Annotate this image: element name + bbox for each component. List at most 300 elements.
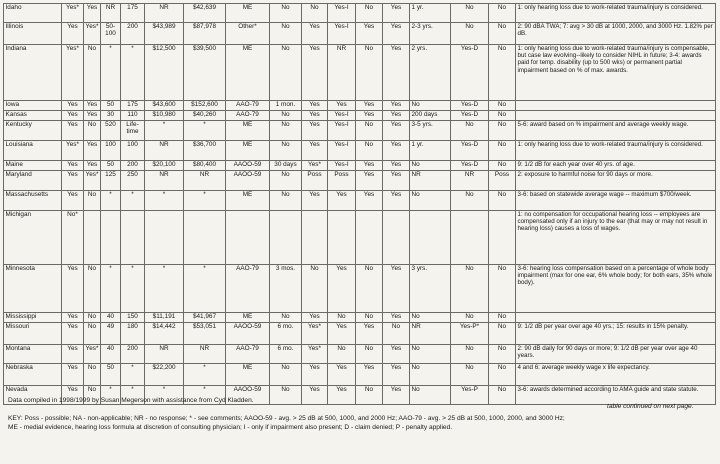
table-cell: Yes xyxy=(84,101,101,111)
table-cell xyxy=(383,211,410,265)
table-cell: Yes xyxy=(62,364,84,386)
table-cell: No xyxy=(489,364,516,386)
table-cell: 175 xyxy=(121,4,145,23)
table-cell: Yes xyxy=(62,161,84,171)
state-hearing-loss-compensation-table xyxy=(3,3,716,405)
table-cell: Yes xyxy=(328,386,356,405)
state-name-cell: Massachusetts xyxy=(4,191,62,211)
continued-note: table continued on next page. xyxy=(607,403,694,410)
table-cell: * xyxy=(121,364,145,386)
table-cell: Yes xyxy=(62,23,84,45)
table-cell: * xyxy=(145,386,184,405)
table-cell: Yes xyxy=(383,4,410,23)
comment-cell: 1: only hearing loss due to work-related trauma/injury is considered. xyxy=(516,4,716,23)
table-cell: 40 xyxy=(101,345,121,364)
comment-cell xyxy=(516,111,716,121)
table-cell: No xyxy=(356,121,383,141)
table-cell xyxy=(328,211,356,265)
table-cell: No xyxy=(410,364,451,386)
state-name-cell: Maryland xyxy=(4,171,62,191)
state-name-cell: Montana xyxy=(4,345,62,364)
table-cell: Yes-D xyxy=(451,141,489,161)
table-cell: NR xyxy=(451,171,489,191)
state-name-cell: Kentucky xyxy=(4,121,62,141)
data-credit-note: Data compiled in 1998/1999 by Susan Megerson with assistance from Cyd Kladden. xyxy=(8,397,254,404)
table-row xyxy=(4,265,716,313)
table-cell: * xyxy=(101,45,121,101)
table-cell: $42,639 xyxy=(184,4,226,23)
table-cell: * xyxy=(121,45,145,101)
table-cell: No xyxy=(356,4,383,23)
table-cell: No xyxy=(84,121,101,141)
table-cell: No xyxy=(489,161,516,171)
comment-cell xyxy=(516,313,716,323)
table-cell: $20,100 xyxy=(145,161,184,171)
table-cell: NR xyxy=(101,4,121,23)
table-cell: 100 xyxy=(101,141,121,161)
state-name-cell: Mississippi xyxy=(4,313,62,323)
table-cell: No xyxy=(410,345,451,364)
table-cell: 50 xyxy=(101,364,121,386)
table-cell: Yes xyxy=(302,111,328,121)
table-cell: Yes* xyxy=(84,171,101,191)
table-cell: No xyxy=(489,4,516,23)
table-cell: No xyxy=(410,161,451,171)
table-cell: $22,200 xyxy=(145,364,184,386)
state-name-cell: Michigan xyxy=(4,211,62,265)
table-cell: Yes* xyxy=(62,4,84,23)
table-cell: $10,980 xyxy=(145,111,184,121)
table-cell: Yes xyxy=(383,171,410,191)
table-cell: Yes xyxy=(62,101,84,111)
table-cell: 200 days xyxy=(410,111,451,121)
table-cell: No xyxy=(489,45,516,101)
state-name-cell: Nebraska xyxy=(4,364,62,386)
table-cell: Yes-P* xyxy=(451,323,489,345)
table-cell: Yes xyxy=(356,364,383,386)
table-cell: Poss xyxy=(328,171,356,191)
table-cell: Yes-I xyxy=(328,111,356,121)
table-cell: No xyxy=(383,323,410,345)
table-cell: 3 yrs. xyxy=(410,265,451,313)
table-cell: * xyxy=(145,265,184,313)
table-cell: Yes xyxy=(302,45,328,101)
state-name-cell: Minnesota xyxy=(4,265,62,313)
table-cell: Yes* xyxy=(62,141,84,161)
table-cell: No xyxy=(84,386,101,405)
table-cell: No xyxy=(84,191,101,211)
table-cell: Yes-D xyxy=(451,111,489,121)
comment-cell: 5-6: award based on % impairment and average weekly wage. xyxy=(516,121,716,141)
table-cell: Yes xyxy=(383,101,410,111)
table-cell: $14,442 xyxy=(145,323,184,345)
state-name-cell: Missouri xyxy=(4,323,62,345)
state-name-cell: Louisiana xyxy=(4,141,62,161)
table-cell xyxy=(270,211,302,265)
table-cell: Yes xyxy=(383,364,410,386)
table-cell: Yes xyxy=(84,4,101,23)
table-cell: No xyxy=(270,141,302,161)
table-cell: No xyxy=(489,323,516,345)
table-cell: Poss xyxy=(302,171,328,191)
table-cell: No xyxy=(489,121,516,141)
table-cell: 175 xyxy=(121,101,145,111)
table-cell: Yes xyxy=(356,23,383,45)
table-cell: Yes xyxy=(356,111,383,121)
table-cell: No xyxy=(410,191,451,211)
table-cell: Yes xyxy=(84,111,101,121)
table-cell xyxy=(302,211,328,265)
table-cell: Yes xyxy=(356,191,383,211)
state-name-cell: Illinois xyxy=(4,23,62,45)
table-cell: Yes-P xyxy=(451,386,489,405)
table-cell: No xyxy=(489,111,516,121)
table-cell xyxy=(121,211,145,265)
table-cell: ME xyxy=(226,364,270,386)
table-cell: 50-100 xyxy=(101,23,121,45)
table-cell: ME xyxy=(226,191,270,211)
table-cell: No xyxy=(451,191,489,211)
table-cell: Yes xyxy=(62,313,84,323)
table-cell: Yes-I xyxy=(328,161,356,171)
table-cell: No xyxy=(270,386,302,405)
table-cell: AAOO-59 xyxy=(226,171,270,191)
table-cell xyxy=(101,211,121,265)
table-cell: No xyxy=(270,23,302,45)
table-cell xyxy=(489,211,516,265)
table-cell: $43,989 xyxy=(145,23,184,45)
table-cell: Yes xyxy=(383,121,410,141)
table-cell: No xyxy=(356,265,383,313)
table-cell: No* xyxy=(62,211,84,265)
table-cell: No xyxy=(451,121,489,141)
table-cell: Yes xyxy=(62,345,84,364)
table-cell: Yes xyxy=(328,265,356,313)
table-cell: * xyxy=(184,364,226,386)
table-row xyxy=(4,364,716,386)
table-cell: 100 xyxy=(121,141,145,161)
table-row xyxy=(4,141,716,161)
table-cell: AAO-79 xyxy=(226,345,270,364)
table-cell: Life-time xyxy=(121,121,145,141)
table-cell: No xyxy=(302,4,328,23)
table-cell: Yes-I xyxy=(328,23,356,45)
table-cell: Yes xyxy=(62,111,84,121)
table-cell: 520 xyxy=(101,121,121,141)
table-cell: Yes xyxy=(328,323,356,345)
table-cell: * xyxy=(101,191,121,211)
table-row xyxy=(4,111,716,121)
table-cell: 200 xyxy=(121,23,145,45)
table-cell: Yes* xyxy=(302,345,328,364)
table-cell xyxy=(184,211,226,265)
table-cell: Poss xyxy=(489,171,516,191)
table-cell: 50 xyxy=(101,161,121,171)
table-cell: Yes xyxy=(62,265,84,313)
table-cell: 125 xyxy=(101,171,121,191)
table-cell: No xyxy=(410,313,451,323)
table-cell: $43,600 xyxy=(145,101,184,111)
table-cell: Yes-D xyxy=(451,45,489,101)
table-cell: No xyxy=(270,45,302,101)
table-cell: 1 yr. xyxy=(410,141,451,161)
table-cell: No xyxy=(451,313,489,323)
table-cell: No xyxy=(270,191,302,211)
table-cell: AAOO-59 xyxy=(226,323,270,345)
table-cell: Yes xyxy=(356,161,383,171)
table-cell: No xyxy=(410,386,451,405)
table-cell: Yes xyxy=(383,386,410,405)
table-cell: Other* xyxy=(226,23,270,45)
table-cell: No xyxy=(270,313,302,323)
table-cell: No xyxy=(84,45,101,101)
table-cell: AAO-79 xyxy=(226,265,270,313)
table-cell: ME xyxy=(226,45,270,101)
table-cell: ME xyxy=(226,121,270,141)
table-cell: 110 xyxy=(121,111,145,121)
table-cell: * xyxy=(145,191,184,211)
table-cell: Yes xyxy=(302,364,328,386)
table-cell: NR xyxy=(410,323,451,345)
table-cell: Yes xyxy=(328,191,356,211)
table-cell: Yes xyxy=(302,191,328,211)
table-cell: Yes xyxy=(302,386,328,405)
table-cell: Yes xyxy=(62,121,84,141)
comment-cell: 3-6: awards determined according to AMA guide and state statute. xyxy=(516,386,716,405)
table-cell: $80,400 xyxy=(184,161,226,171)
table-cell: Yes xyxy=(302,121,328,141)
table-cell: ME xyxy=(226,313,270,323)
table-cell: Yes-D xyxy=(451,161,489,171)
table-cell: No xyxy=(356,45,383,101)
comment-cell: 1: no compensation for occupational hearing loss -- employees are compensated only if an injury to the ear (that may or may not result in hearing loss) causes a loss of wages. xyxy=(516,211,716,265)
table-cell: No xyxy=(356,386,383,405)
table-cell: Yes* xyxy=(84,23,101,45)
table-cell: * xyxy=(101,386,121,405)
table-cell: No xyxy=(328,313,356,323)
table-cell: Yes xyxy=(62,386,84,405)
state-name-cell: Indiana xyxy=(4,45,62,101)
table-cell: $40,260 xyxy=(184,111,226,121)
table-cell: * xyxy=(101,265,121,313)
table-cell: No xyxy=(84,364,101,386)
table-cell: Yes* xyxy=(302,323,328,345)
table-cell: No xyxy=(451,23,489,45)
table-cell: Yes xyxy=(383,191,410,211)
table-cell: $12,500 xyxy=(145,45,184,101)
table-cell: NR xyxy=(184,345,226,364)
table-cell: No xyxy=(451,345,489,364)
table-cell: No xyxy=(489,345,516,364)
table-cell: AAO-79 xyxy=(226,101,270,111)
table-cell: Yes xyxy=(302,141,328,161)
table-cell: Yes xyxy=(84,161,101,171)
table-cell: No xyxy=(356,313,383,323)
table-cell: 200 xyxy=(121,161,145,171)
table-cell: * xyxy=(145,121,184,141)
table-cell: Yes-I xyxy=(328,141,356,161)
table-cell: No xyxy=(489,386,516,405)
table-cell: * xyxy=(184,265,226,313)
table-cell: Yes xyxy=(84,141,101,161)
table-cell: Yes xyxy=(62,323,84,345)
table-cell xyxy=(356,211,383,265)
table-cell: NR xyxy=(145,4,184,23)
table-cell: ME xyxy=(226,141,270,161)
comment-cell: 9: 1/2 dB per year over age 40 yrs.; 15: results in 15% penalty. xyxy=(516,323,716,345)
table-cell: Yes xyxy=(383,161,410,171)
table-cell: 6 mo. xyxy=(270,323,302,345)
table-cell: Yes* xyxy=(302,161,328,171)
table-cell: 2 yrs. xyxy=(410,45,451,101)
table-cell: 250 xyxy=(121,171,145,191)
state-name-cell: Idaho xyxy=(4,4,62,23)
table-cell: Yes-I xyxy=(328,4,356,23)
comment-cell: 4 and 6: average weekly wage x life expectancy. xyxy=(516,364,716,386)
table-cell: Yes xyxy=(383,345,410,364)
table-cell: $36,700 xyxy=(184,141,226,161)
comment-cell xyxy=(516,101,716,111)
comment-cell: 2: 90 dBA TWA; 7: avg > 30 dB at 1000, 2000, and 3000 Hz. 1.82% per dB. xyxy=(516,23,716,45)
table-cell: Yes xyxy=(62,171,84,191)
table-cell xyxy=(410,211,451,265)
table-cell: Yes xyxy=(383,111,410,121)
table-cell: Yes xyxy=(356,323,383,345)
table-cell: * xyxy=(184,191,226,211)
table-row xyxy=(4,345,716,364)
table-cell: 49 xyxy=(101,323,121,345)
state-name-cell: Maine xyxy=(4,161,62,171)
table-cell: 6 mo. xyxy=(270,345,302,364)
table-cell: No xyxy=(489,101,516,111)
table-cell: 180 xyxy=(121,323,145,345)
table-cell: NR xyxy=(184,171,226,191)
table-cell: Yes xyxy=(383,313,410,323)
comment-cell: 2: 90 dB daily for 90 days or more; 9: 1/2 dB per year over age 40 years. xyxy=(516,345,716,364)
table-cell: 200 xyxy=(121,345,145,364)
table-cell: Yes xyxy=(383,141,410,161)
table-cell: No xyxy=(489,191,516,211)
table-cell: Yes xyxy=(328,101,356,111)
table-cell: No xyxy=(270,364,302,386)
table-cell: 1 yr. xyxy=(410,4,451,23)
comment-cell: 3-6: based on statewide average wage -- maximum $700/week. xyxy=(516,191,716,211)
table-cell xyxy=(226,211,270,265)
table-row xyxy=(4,191,716,211)
table-cell: Yes xyxy=(302,313,328,323)
table-cell: ME xyxy=(226,4,270,23)
table-cell: AAO-79 xyxy=(226,111,270,121)
table-cell: No xyxy=(84,323,101,345)
table-cell: Yes xyxy=(328,364,356,386)
table-cell: 40 xyxy=(101,313,121,323)
table-cell: 30 xyxy=(101,111,121,121)
table-cell: $152,600 xyxy=(184,101,226,111)
table-cell: Yes* xyxy=(62,45,84,101)
table-cell: * xyxy=(121,265,145,313)
table-cell: Yes-I xyxy=(328,121,356,141)
key-line-2: ME - medial evidence, hearing loss formula at discretion of consulting physician; I - only if impairment also present; D - claim denied; P - penalty applied. xyxy=(8,424,453,431)
table-cell: NR xyxy=(145,171,184,191)
table-cell: Yes xyxy=(302,23,328,45)
table-cell xyxy=(84,211,101,265)
table-row xyxy=(4,323,716,345)
comment-cell: 1: only hearing loss due to work-related trauma/injury is compensable, but case law evolving--likely to consider NIHL in future; 3-4: awards paid for temp. disability (up to 500 wks) or permanent partial impairment based on % of max. awards. xyxy=(516,45,716,101)
table-row xyxy=(4,121,716,141)
table-cell: No xyxy=(489,141,516,161)
table-cell: No xyxy=(410,101,451,111)
table-cell: 50 xyxy=(101,101,121,111)
table-cell: $41,967 xyxy=(184,313,226,323)
table-cell: Yes-D xyxy=(451,101,489,111)
table-row xyxy=(4,23,716,45)
table-cell: $39,500 xyxy=(184,45,226,101)
comment-cell: 3-6: hearing loss compensation based on a percentage of whole body impairment (max for one ear, 6% whole body; for both ears, 35% whole body). xyxy=(516,265,716,313)
table-cell: Yes xyxy=(62,191,84,211)
key-line-1: KEY: Poss - possible; NA - non-applicable; NR - no response; * - see comments; AAOO-59 - avg. > 25 dB at 500, 1000, and 2000 Hz; AAO-79 - avg. > 25 dB at 500, 1000, 2000, and 3000 Hz; xyxy=(8,415,565,422)
table-cell: No xyxy=(84,265,101,313)
table-cell: $87,978 xyxy=(184,23,226,45)
comment-cell: 1: only hearing loss due to work-related trauma/injury is considered. xyxy=(516,141,716,161)
comment-cell: 9: 1/2 dB for each year over 40 yrs. of age. xyxy=(516,161,716,171)
table-cell: NR xyxy=(410,171,451,191)
table-cell: NR xyxy=(145,345,184,364)
compensation-table-sheet xyxy=(3,3,715,431)
table-row xyxy=(4,171,716,191)
table-cell: Yes* xyxy=(84,345,101,364)
table-cell: NR xyxy=(328,45,356,101)
state-name-cell: Nevada xyxy=(4,386,62,405)
table-cell xyxy=(145,211,184,265)
table-cell: No xyxy=(270,121,302,141)
table-cell: No xyxy=(270,111,302,121)
table-cell: 3 mos. xyxy=(270,265,302,313)
table-cell: 30 days xyxy=(270,161,302,171)
table-body xyxy=(4,4,716,405)
table-cell xyxy=(451,211,489,265)
table-cell: Yes xyxy=(383,23,410,45)
table-cell: No xyxy=(356,345,383,364)
table-cell: AAOO-59 xyxy=(226,161,270,171)
table-cell: No xyxy=(489,265,516,313)
table-cell: Yes xyxy=(356,171,383,191)
table-cell: No xyxy=(451,364,489,386)
table-cell: No xyxy=(489,23,516,45)
table-row xyxy=(4,45,716,101)
table-cell: 3-5 yrs. xyxy=(410,121,451,141)
table-cell: $11,191 xyxy=(145,313,184,323)
table-cell: Yes xyxy=(383,45,410,101)
table-cell: No xyxy=(270,171,302,191)
table-row xyxy=(4,4,716,23)
table-cell: No xyxy=(270,4,302,23)
table-cell: No xyxy=(451,4,489,23)
table-cell: Yes xyxy=(356,101,383,111)
table-cell: No xyxy=(328,345,356,364)
table-cell: No xyxy=(84,313,101,323)
table-cell: No xyxy=(356,141,383,161)
table-cell: Yes xyxy=(383,265,410,313)
table-cell: * xyxy=(121,386,145,405)
table-cell: * xyxy=(184,121,226,141)
comment-cell: 2: exposure to harmful noise for 90 days or more. xyxy=(516,171,716,191)
table-cell: AAOO-59 xyxy=(226,386,270,405)
table-cell: No xyxy=(489,313,516,323)
table-cell: Yes xyxy=(302,101,328,111)
table-cell: NR xyxy=(145,141,184,161)
state-name-cell: Kansas xyxy=(4,111,62,121)
table-cell: 2-3 yrs. xyxy=(410,23,451,45)
